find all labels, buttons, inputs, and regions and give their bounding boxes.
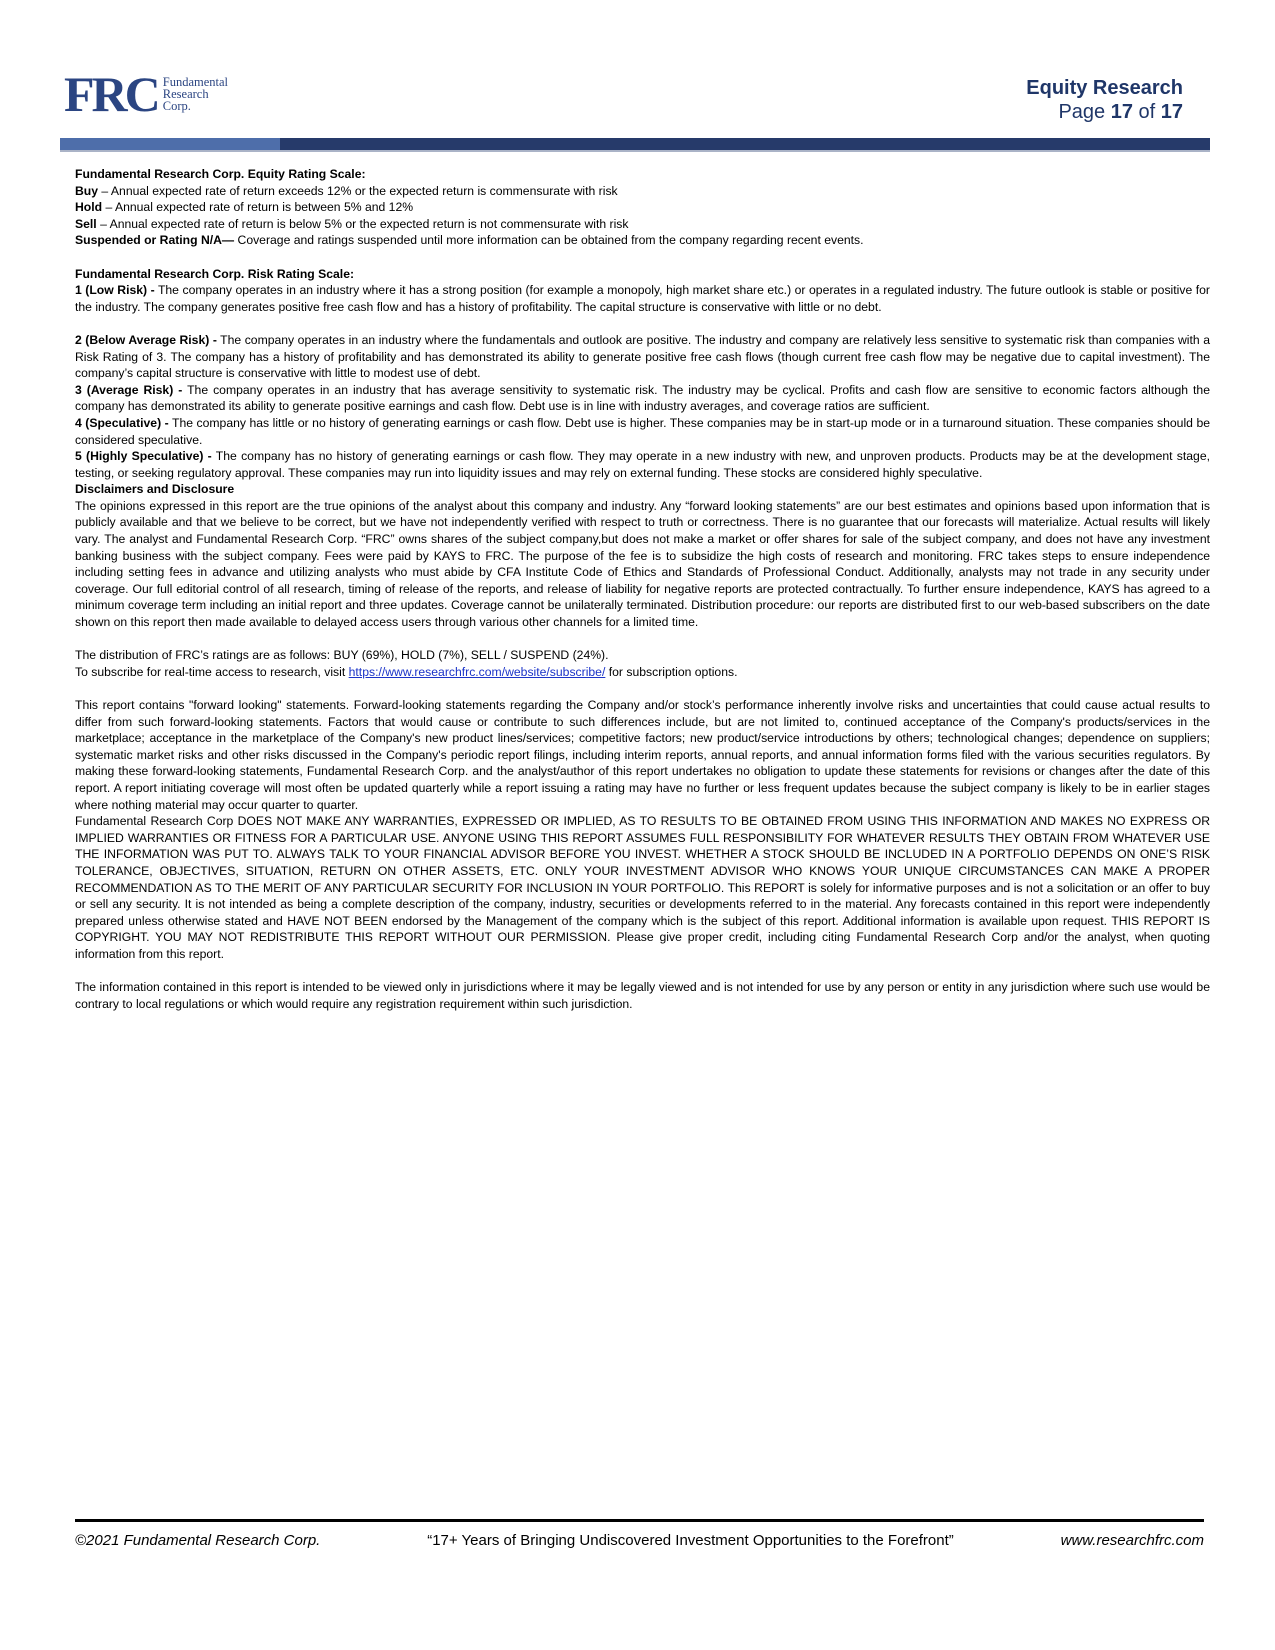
report-type-title: Equity Research bbox=[1026, 77, 1183, 99]
risk-1-text: The company operates in an industry where it has a strong position (for example a monopoly, high market share etc.) or operates in a regulated industry. The future outlook is stable or positive for the industry. The company generates positive free cash flow and has a history of profitability. The capital structure is conservative with little or no debt. bbox=[75, 283, 1210, 314]
risk-5-text: The company has no history of generating earnings or cash flow. They may operate in a new industry with new, and unproven products. Products may be at the development stage, testing, or seeking regulatory approval. These companies may run into liquidity issues and may rely on external funding. These stocks are considered highly speculative. bbox=[75, 449, 1210, 480]
risk-2-text: The company operates in an industry where the fundamentals and outlook are positive. The industry and company are relatively less sensitive to systematic risk than companies with a Risk Rating of 3. The company has a history of profitability and has demonstrated its ability to generate positive free cash flows (though current free cash flow may be negative due to capital investment). The company’s capital structure is conservative with little to modest use of debt. bbox=[75, 332, 1210, 381]
page-prefix: Page bbox=[1058, 101, 1111, 123]
header-band-shadow bbox=[60, 150, 1210, 152]
suspended-text: Coverage and ratings suspended until more information can be obtained from the company regarding recent events. bbox=[234, 233, 864, 248]
risk-3-text: The company operates in an industry that has average sensitivity to systematic risk. The industry may be cyclical. Profits and cash flow are sensitive to economic factors although the company has demonstrated its ability to generate positive earnings and cash flow. Debt use is in line with industry averages, and coverage ratios are sufficient. bbox=[75, 382, 1210, 414]
frc-logo bbox=[64, 66, 229, 122]
warranty-paragraph: Fundamental Research Corp DOES NOT MAKE ANY WARRANTIES, EXPRESSED OR IMPLIED, AS TO RESULTS TO BE OBTAINED FROM USING THIS INFORMATION AND MAKES NO EXPRESS OR IMPLIED WARRANTIES OR FITNESS FOR A PARTICULAR USE. ANYONE USING THIS REPORT ASSUMES FULL RESPONSIBILITY FOR WHATEVER RESULTS THEY OBTAIN FROM WHATEVER USE THE INFORMATION WAS PUT TO. ALWAYS TALK TO YOUR FINANCIAL ADVISOR BEFORE YOU INVEST. WHETHER A STOCK SHOULD BE INCLUDED IN A PORTFOLIO DEPENDS ON ONE’S RISK TOLERANCE, OBJECTIVES, SITUATION, RETURN ON OTHER ASSETS, ETC. ONLY YOUR INVESTMENT ADVISOR WHO KNOWS YOUR UNIQUE CIRCUMSTANCES CAN MAKE A PROPER RECOMMENDATION AS TO THE MERIT OF ANY PARTICULAR SECURITY FOR INCLUSION IN YOUR PORTFOLIO. This REPORT is solely for informative purposes and is not a solicitation or an offer to buy or sell any security. It is not intended as being a complete description of the company, industry, securities or developments referred to in the material. Any forecasts contained in this report were independently prepared unless otherwise stated and HAVE NOT BEEN endorsed by the Management of the company which is the subject of this report. Additional information is available upon request. THIS REPORT IS COPYRIGHT. YOU MAY NOT REDISTRIBUTE THIS REPORT WITHOUT OUR PERMISSION. Please give proper credit, including citing Fundamental Research Corp and/or the analyst, when quoting information from this report. bbox=[75, 814, 1210, 961]
page-total: 17 bbox=[1160, 101, 1183, 123]
risk-4-text: The company has little or no history of generating earnings or cash flow. Debt use is higher. These companies may be in start-up mode or in a turnaround situation. These companies should be considered speculative. bbox=[75, 415, 1211, 447]
footer-copyright: ©2021 Fundamental Research Corp. bbox=[75, 1532, 321, 1549]
risk-4-label: 4 (Speculative) - bbox=[75, 415, 169, 430]
sell-label: Sell bbox=[75, 216, 97, 231]
footer-rule bbox=[75, 1519, 1204, 1522]
risk-rating-1 bbox=[75, 266, 1210, 316]
ratings-distribution: The distribution of FRC’s ratings are as follows: BUY (69%), HOLD (7%), SELL / SUSPEND (24%). bbox=[75, 648, 609, 663]
subscribe-suffix: for subscription options. bbox=[605, 664, 738, 679]
forward-looking-section bbox=[75, 697, 1210, 963]
buy-text: – Annual expected rate of return exceeds 12% or the expected return is commensurate with risk bbox=[98, 183, 618, 198]
risk-1-label: 1 (Low Risk) - bbox=[75, 283, 155, 298]
hold-label: Hold bbox=[75, 200, 103, 215]
subscribe-line bbox=[75, 664, 1210, 681]
subscribe-prefix: To subscribe for real-time access to research, visit bbox=[75, 664, 349, 679]
header-right bbox=[1026, 76, 1183, 124]
disclaimer-heading: Disclaimers and Disclosure bbox=[75, 482, 235, 497]
jurisdiction-paragraph: The information contained in this report is intended to be viewed only in jurisdictions where it may be legally viewed and is not intended for use by any person or entity in any jurisdiction where such use would be contrary to local regulations or which would require any registration requirement within such jurisdiction. bbox=[75, 980, 1210, 1011]
forward-looking-paragraph: This report contains "forward looking" statements. Forward-looking statements regarding the Company and/or stock’s performance inherently involve risks and uncertainties that could cause actual results to differ from such forward-looking statements. Factors that would cause or contribute to such differences include, but are not limited to, continued acceptance of the Company's products/services in the marketplace; acceptance in the marketplace of the Company's new product lines/services; competitive factors; new product/service introductions by others; technological changes; dependence on suppliers; systematic market risks and other risks discussed in the Company's periodic report filings, including interim reports, annual reports, and annual information forms filed with the various securities regulators. By making these forward-looking statements, Fundamental Research Corp. and the analyst/author of this report undertakes no obligation to update these statements for revisions or changes after the date of this report. A report initiating coverage will most often be updated quarterly while a report issuing a rating may have no further or less frequent updates because the subject company is likely to be in earlier stages where nothing material may occur quarter to quarter. bbox=[75, 698, 1210, 812]
page-of: of bbox=[1132, 101, 1161, 123]
disclaimer-paragraph: The opinions expressed in this report are the true opinions of the analyst about this company and industry. Any “forward looking statements” are our best estimates and opinions based upon information that is publicly available and that we believe to be correct, but we have not independently verified with respect to truth or correctness. There is no guarantee that our forecasts will materialize. Actual results will likely vary. The analyst and Fundamental Research Corp. “FRC” owns shares of the subject company,but does not make a market or offer shares for sale of the subject company, and does not have any investment banking business with the subject company. Fees were paid by KAYS to FRC. The purpose of the fee is to subsidize the high costs of research and monitoring. FRC takes steps to ensure independence including setting fees in advance and utilizing analysts who must abide by CFA Institute Code of Ethics and Standards of Professional Conduct. Additionally, analysts may not trade in any security under coverage. Our full editorial control of all research, timing of release of the reports, and release of liability for negative reports are protected contractually. To further ensure independence, KAYS has agreed to a minimum coverage term including an initial report and three updates. Coverage cannot be unilaterally terminated. Distribution procedure: our reports are distributed first to our web-based subscribers on the date shown on this report then made available to delayed access users through various other channels for a limited time. bbox=[75, 498, 1210, 630]
footer-tagline: “17+ Years of Bringing Undiscovered Investment Opportunities to the Forefront” bbox=[427, 1532, 954, 1549]
risk-5-label: 5 (Highly Speculative) - bbox=[75, 449, 212, 464]
risk-rating-2 bbox=[75, 332, 1210, 382]
suspended-label: Suspended or Rating N/A— bbox=[75, 233, 235, 248]
risk-rating-5 bbox=[75, 448, 1210, 481]
page-current: 17 bbox=[1110, 101, 1133, 123]
equity-rating-scale bbox=[75, 166, 1210, 249]
distribution-section bbox=[75, 647, 1210, 680]
risk-3-label: 3 (Average Risk) - bbox=[75, 382, 183, 397]
logo-mark: FRC bbox=[64, 66, 158, 122]
page-footer bbox=[75, 1531, 1204, 1551]
buy-label: Buy bbox=[75, 183, 99, 198]
logo-line-1: Fundamental bbox=[162, 75, 229, 89]
risk-rating-4 bbox=[75, 415, 1210, 448]
footer-website: www.researchfrc.com bbox=[1060, 1532, 1204, 1549]
page-indicator bbox=[1026, 100, 1183, 124]
risk-scale-heading: Fundamental Research Corp. Risk Rating Scale: bbox=[75, 266, 355, 281]
hold-text: – Annual expected rate of return is between 5% and 12% bbox=[102, 200, 414, 215]
logo-line-3: Corp. bbox=[162, 99, 191, 113]
page-content bbox=[75, 166, 1210, 1012]
risk-rating-3 bbox=[75, 382, 1210, 415]
logo-line-2: Research bbox=[162, 87, 209, 101]
risk-2-label: 2 (Below Average Risk) - bbox=[75, 332, 217, 347]
disclaimer-section bbox=[75, 481, 1210, 630]
header-band-accent bbox=[60, 138, 280, 150]
sell-text: – Annual expected rate of return is below 5% or the expected return is not commensurate with risk bbox=[96, 216, 629, 231]
equity-scale-heading: Fundamental Research Corp. Equity Rating Scale: bbox=[75, 167, 366, 181]
logo-wordmark bbox=[163, 76, 228, 112]
subscribe-link[interactable]: https://www.researchfrc.com/website/subscribe/ bbox=[348, 664, 606, 679]
